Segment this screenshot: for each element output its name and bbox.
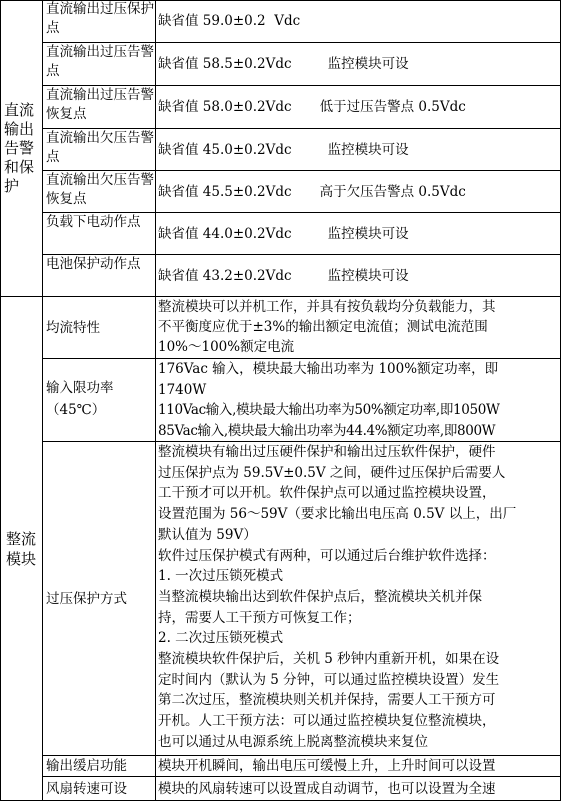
category-label: 直流输出告警和保护 <box>4 100 35 195</box>
note-text: 监控模块可设 <box>327 267 409 284</box>
text-line: 默认值为 59V） <box>158 526 257 543</box>
text-line: 整流模块可以并机工作，并具有按负载均分负载能力，其 <box>158 299 496 315</box>
row-value-load-disconnect <box>156 213 561 255</box>
text-line: 整流模块软件保护后，关机 5 秒钟内重新开机，如果在设 <box>158 651 500 668</box>
value-text: 缺省值 58.0±0.2Vdc <box>158 99 292 115</box>
category-dc-output-alarm <box>0 0 43 297</box>
text-line: 设置范围为 56～59V（要求比输出电压高 0.5V 以上，出厂 <box>158 506 517 523</box>
row-name-soft-start: 输出缓启功能 <box>43 756 156 777</box>
row-value-fan-speed <box>156 777 561 801</box>
row-value-ovp-mode <box>156 442 561 756</box>
text-line: 模块开机瞬间，输出电压可缓慢上升，上升时间可以设置 <box>158 758 496 774</box>
row-name-uv-alarm-recover: 直流输出欠压告警恢复点 <box>43 171 156 213</box>
row-value-current-sharing <box>156 297 561 359</box>
text-line: 110Vac输入,模块最大输出功率为50%额定功率,即1050W <box>158 402 500 418</box>
text-line: 第二次过压，整流模块则关机并保持，需要人工干预方可 <box>158 692 496 709</box>
value-text: 缺省值 45.0±0.2Vdc <box>158 141 292 158</box>
row-value-uv-alarm <box>156 129 561 171</box>
row-value-input-power-limit <box>156 359 561 442</box>
value-text: 缺省值 45.5±0.2Vdc <box>158 183 292 200</box>
note-text: 监控模块可设 <box>327 225 409 242</box>
value-text: 缺省值 44.0±0.2Vdc <box>158 225 292 242</box>
text-line: 开机。人工干预方法：可以通过监控模块复位整流模块， <box>158 713 496 730</box>
text-line: 定时间内（默认为 5 分钟，可以通过监控模块设置）发生 <box>158 671 500 688</box>
value-text: 缺省值 59.0±0.2 Vdc <box>158 13 301 29</box>
text-line: 1. 一次过压锁死模式 <box>158 568 284 585</box>
row-value-ov-alarm <box>156 43 561 86</box>
row-value-ovp <box>156 0 561 43</box>
row-value-ov-alarm-recover <box>156 86 561 129</box>
row-name-current-sharing: 均流特性 <box>43 297 156 359</box>
row-name-input-power-limit: 输入限功率（45℃） <box>43 359 156 442</box>
value-text: 缺省值 58.5±0.2Vdc <box>158 56 292 72</box>
row-name-ovp-mode: 过压保护方式 <box>43 442 156 756</box>
row-name-fan-speed: 风扇转速可设 <box>43 777 156 801</box>
category-rectifier-module <box>0 297 43 801</box>
value-text: 缺省值 43.2±0.2Vdc <box>158 267 292 284</box>
text-line: 也可以通过从电源系统上脱离整流模块来复位 <box>158 733 428 750</box>
row-name-uv-alarm: 直流输出欠压告警点 <box>43 129 156 171</box>
row-name-ov-alarm: 直流输出过压告警点 <box>43 43 156 86</box>
text-line: 模块的风扇转速可以设置成自动调节，也可以设置为全速 <box>158 780 496 797</box>
text-line: 持，需要人工干预方可恢复工作； <box>158 609 361 626</box>
text-line: 85Vac输入,模块最大输出功率为44.4%额定功率,即800W <box>158 422 496 439</box>
row-name-ov-alarm-recover: 直流输出过压告警恢复点 <box>43 86 156 129</box>
text-line: 176Vac 输入，模块最大输出功率为 100%额定功率，即 <box>158 361 499 377</box>
row-name-ovp: 直流输出过压保护点 <box>43 0 156 43</box>
row-name-battery-protect: 电池保护动作点 <box>43 255 156 297</box>
note-text: 高于欠压告警点 0.5Vdc <box>319 183 466 200</box>
text-line: 2. 二次过压锁死模式 <box>158 630 284 647</box>
note-text: 监控模块可设 <box>327 56 409 72</box>
note-text: 低于过压告警点 0.5Vdc <box>319 99 466 115</box>
text-line: 1740W <box>158 381 207 398</box>
text-line: 当整流模块输出达到软件保护点后，整流模块关机并保 <box>158 588 482 605</box>
row-name-load-disconnect: 负载下电动作点 <box>43 213 156 255</box>
category-label: 整流模块 <box>6 529 37 568</box>
text-line: 整流模块有输出过压硬件保护和输出过压软件保护，硬件 <box>158 444 496 460</box>
row-value-battery-protect <box>156 255 561 297</box>
text-line: 10%～100%额定电流 <box>158 339 295 355</box>
row-value-uv-alarm-recover <box>156 171 561 213</box>
row-value-soft-start <box>156 756 561 777</box>
text-line: 过压保护点为 59.5V±0.5V 之间，硬件过压保护后需要人 <box>158 464 506 481</box>
text-line: 工干预才可以开机。软件保护点可以通过监控模块设置， <box>158 485 496 502</box>
text-line: 不平衡度应优于±3%的输出额定电流值；测试电流范围 <box>158 319 488 335</box>
note-text: 监控模块可设 <box>327 141 409 158</box>
text-line: 软件过压保护模式有两种，可以通过后台维护软件选择： <box>158 547 496 564</box>
